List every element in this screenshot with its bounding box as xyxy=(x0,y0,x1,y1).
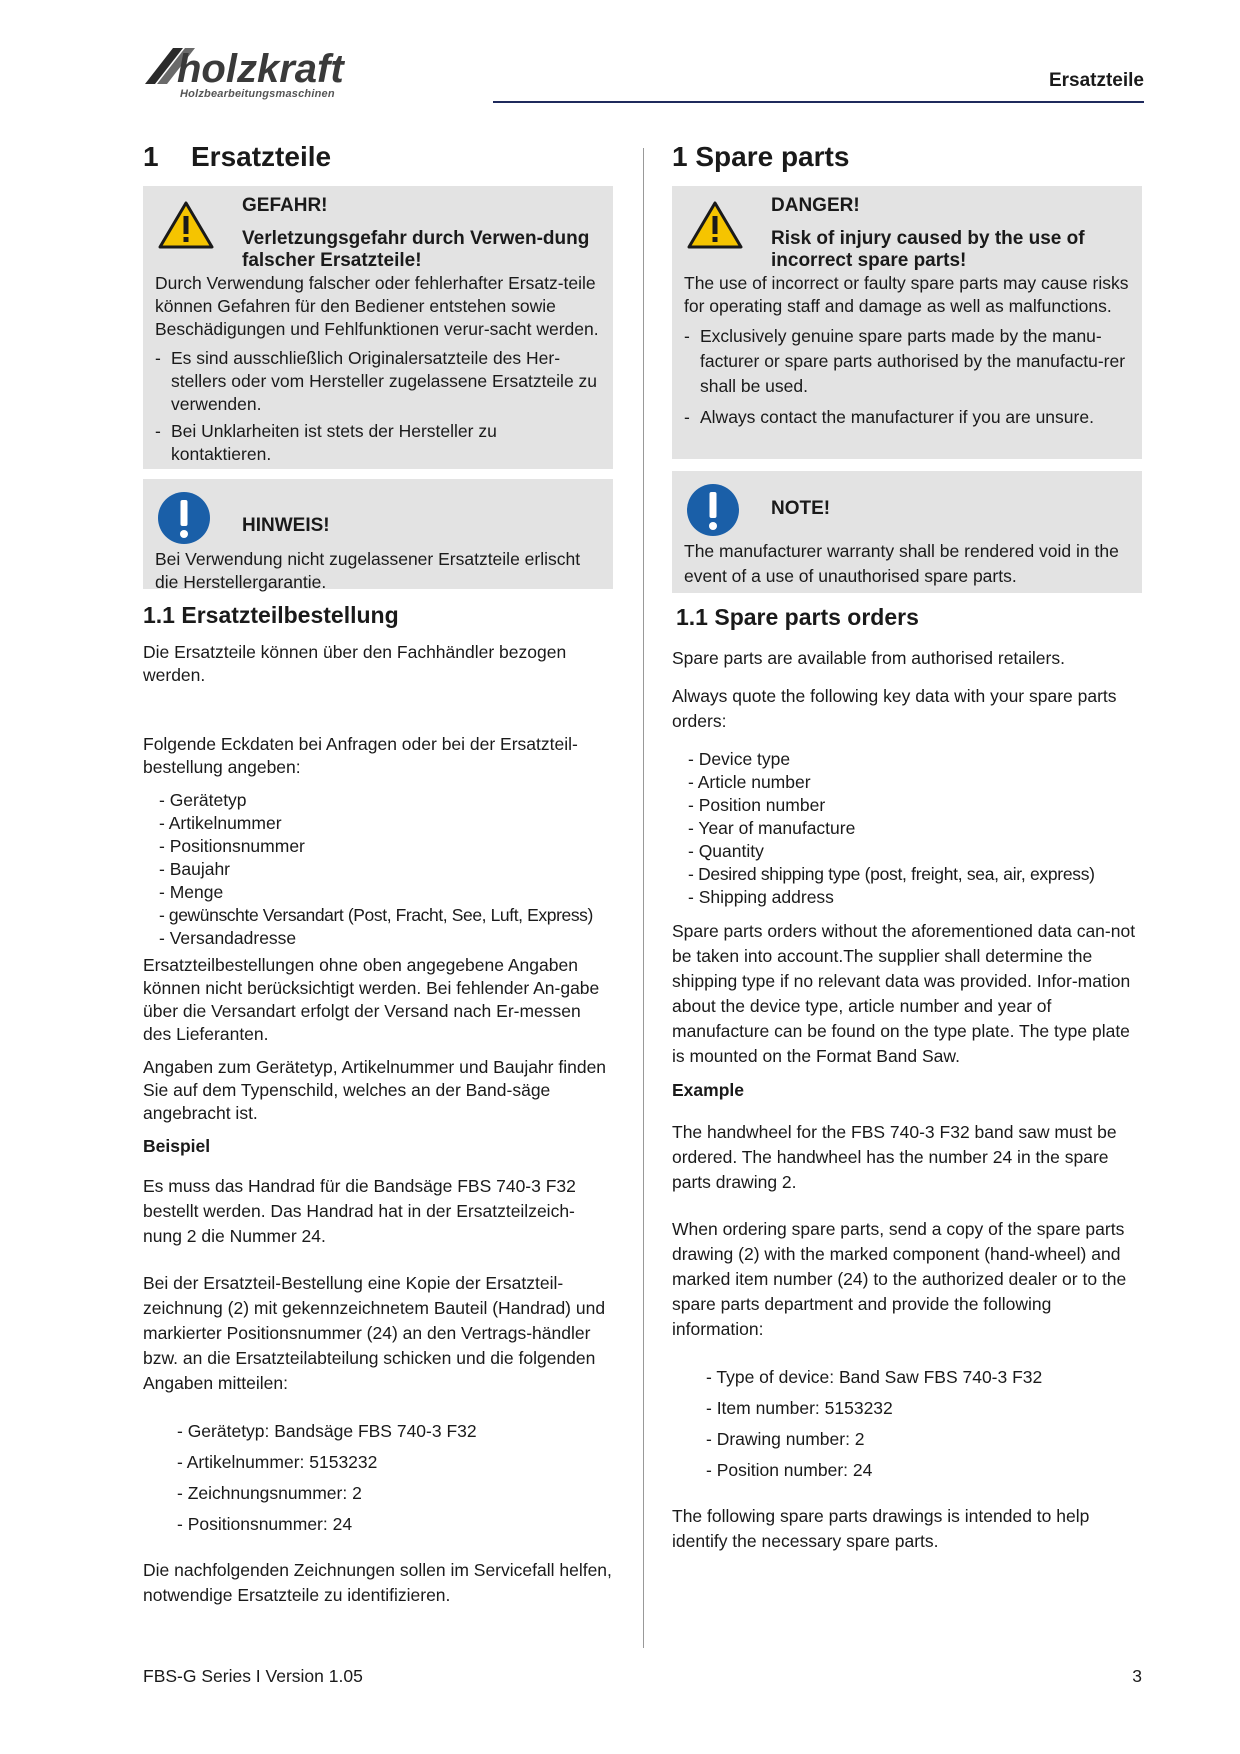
danger-item-de: - Bei Unklarheiten ist stets der Hersteller zu kontaktieren. xyxy=(155,420,601,466)
key-data-intro-en: Always quote the following key data with your spare parts orders: xyxy=(672,686,1117,731)
list-item: - Positionsnummer xyxy=(159,836,305,856)
list-item: - Article number xyxy=(688,772,811,792)
list-item: - Position number: 24 xyxy=(706,1460,873,1480)
list-item: - Type of device: Band Saw FBS 740-3 F32 xyxy=(706,1367,1043,1387)
warning-triangle-icon xyxy=(157,200,215,250)
page-number: 3 xyxy=(1132,1666,1142,1686)
example-text-de: Es muss das Handrad für die Bandsäge FBS 740-3 F32 bestellt werden. Das Handrad hat in der Ersatzteilzeich-nung 2 die Nummer 24. xyxy=(143,1176,576,1246)
warning-triangle-icon xyxy=(686,200,744,250)
note-label-en: NOTE! xyxy=(771,498,831,519)
danger-box-de xyxy=(143,186,613,469)
danger-headline-de: Verletzungsgefahr durch Verwen-dung falscher Ersatzteile! xyxy=(242,228,590,271)
list-item: - Positionsnummer: 24 xyxy=(177,1514,353,1534)
order-text-de: Bei der Ersatzteil-Bestellung eine Kopie der Ersatzteil-zeichnung (2) mit gekennzeichnetem Bauteil (Handrad) und markierter Positionsnummer (24) an den Vertrags-händler bzw. an die Ersatzteilabteilung schicken und die folgenden Angaben mitteilen: xyxy=(143,1273,606,1393)
danger-item-de: - Es sind ausschließlich Originalersatzteile des Her-stellers oder vom Hersteller zugelassene Ersatzteile zu verwenden. xyxy=(155,347,601,416)
danger-item-en: - Exclusively genuine spare parts made by the manu-facturer or spare parts authorised by the manufactu-rer shall be used. xyxy=(684,324,1130,399)
brand-tagline: Holzbearbeitungsmaschinen xyxy=(180,88,335,100)
example-label-en: Example xyxy=(672,1080,744,1100)
list-item: - Gerätetyp: Bandsäge FBS 740-3 F32 xyxy=(177,1421,477,1441)
note-text-de: Bei Verwendung nicht zugelassener Ersatzteile erlischt die Herstellergarantie. xyxy=(155,549,581,592)
note-text-en: The manufacturer warranty shall be rendered void in the event of a use of unauthorised spare parts. xyxy=(684,541,1119,586)
paragraph-en: Spare parts orders without the aforementioned data can-not be taken into account.The supplier shall determine the shipping type if no relevant data was provided. Infor-mation about the device type, article number and year of manufacture can be found on the type plate. The type plate is mounted on the Format Band Saw. xyxy=(672,921,1136,1066)
page-title-de: 1 Ersatzteile xyxy=(143,141,332,172)
list-item: - Drawing number: 2 xyxy=(706,1429,865,1449)
list-item: - Artikelnummer xyxy=(159,813,282,833)
page-title-en: 1 Spare parts xyxy=(672,141,850,172)
list-item: - Year of manufacture xyxy=(688,818,856,838)
list-item: - Item number: 5153232 xyxy=(706,1398,893,1418)
note-label-de: HINWEIS! xyxy=(242,515,330,536)
danger-item-en: - Always contact the manufacturer if you are unsure. xyxy=(684,405,1130,430)
footer-series: FBS-G Series I Version 1.05 xyxy=(143,1666,363,1686)
list-item: - Gerätetyp xyxy=(159,790,247,810)
list-item: - Zeichnungsnummer: 2 xyxy=(177,1483,362,1503)
header-section-title: Ersatzteile xyxy=(1048,70,1144,91)
list-item: - Versandadresse xyxy=(159,928,297,948)
left-column xyxy=(143,140,613,1608)
list-item: - Baujahr xyxy=(159,859,231,879)
order-list-en xyxy=(706,1362,1142,1486)
right-column xyxy=(672,140,1142,1554)
note-box-de xyxy=(143,479,613,592)
paragraph-de: Angaben zum Gerätetyp, Artikelnummer und Baujahr finden Sie auf dem Typenschild, welches an der Band-säge angebracht ist. xyxy=(143,1057,607,1123)
danger-headline-en: Risk of injury caused by the use of incorrect spare parts! xyxy=(771,228,1085,271)
section-intro-en: Spare parts are available from authorised retailers. xyxy=(672,648,1065,668)
key-data-list-de xyxy=(159,789,613,950)
example-text-en: The handwheel for the FBS 740-3 F32 band saw must be ordered. The handwheel has the number 24 in the spare parts drawing 2. xyxy=(672,1122,1117,1192)
list-item: - Artikelnummer: 5153232 xyxy=(177,1452,378,1472)
list-item: - Desired shipping type (post, freight, sea, air, express) xyxy=(688,864,1095,884)
section-title-en: 1.1 Spare parts orders xyxy=(676,604,919,630)
exclamation-circle-icon xyxy=(157,491,211,545)
list-item: - Position number xyxy=(688,795,826,815)
closing-text-en: The following spare parts drawings is intended to help identify the necessary spare parts. xyxy=(672,1506,1090,1551)
section-title-de: 1.1 Ersatzteilbestellung xyxy=(143,602,399,628)
danger-label-de: GEFAHR! xyxy=(242,195,328,216)
danger-text-en: The use of incorrect or faulty spare parts may cause risks for operating staff and damage as well as malfunctions. xyxy=(684,273,1129,316)
list-item: - Device type xyxy=(688,749,791,769)
key-data-intro-de: Folgende Eckdaten bei Anfragen oder bei der Ersatzteil-bestellung angeben: xyxy=(143,734,578,777)
header-rule xyxy=(493,101,1144,103)
danger-label-en: DANGER! xyxy=(771,195,860,216)
closing-text-de: Die nachfolgenden Zeichnungen sollen im Servicefall helfen, notwendige Ersatzteile zu identifizieren. xyxy=(143,1560,612,1605)
example-label-de: Beispiel xyxy=(143,1136,211,1156)
list-item: - gewünschte Versandart (Post, Fracht, See, Luft, Express) xyxy=(159,905,593,925)
danger-text-de: Durch Verwendung falscher oder fehlerhafter Ersatz-teile können Gefahren für den Bediener entstehen sowie Beschädigungen und Fehlfunktionen verur-sacht werden. xyxy=(155,273,599,339)
list-item: - Shipping address xyxy=(688,887,834,907)
list-item: - Quantity xyxy=(688,841,764,861)
order-text-en: When ordering spare parts, send a copy of the spare parts drawing (2) with the marked component (hand-wheel) and marked item number (24) to the authorized dealer or to the spare parts department and provide the following information: xyxy=(672,1219,1127,1339)
order-list-de xyxy=(177,1416,613,1540)
exclamation-circle-icon xyxy=(686,483,740,537)
key-data-list-en xyxy=(688,748,1142,909)
section-intro-de: Die Ersatzteile können über den Fachhändler bezogen werden. xyxy=(143,642,567,685)
paragraph-de: Ersatzteilbestellungen ohne oben angegebene Angaben können nicht berücksichtigt werden. Bei fehlender An-gabe über die Versandart erfolgt der Versand nach Er-messen des Lieferanten. xyxy=(143,955,600,1044)
list-item: - Menge xyxy=(159,882,224,902)
note-box-en xyxy=(672,471,1142,593)
column-divider xyxy=(643,148,644,1648)
danger-box-en xyxy=(672,186,1142,459)
brand-name: holzkraft xyxy=(177,47,344,91)
